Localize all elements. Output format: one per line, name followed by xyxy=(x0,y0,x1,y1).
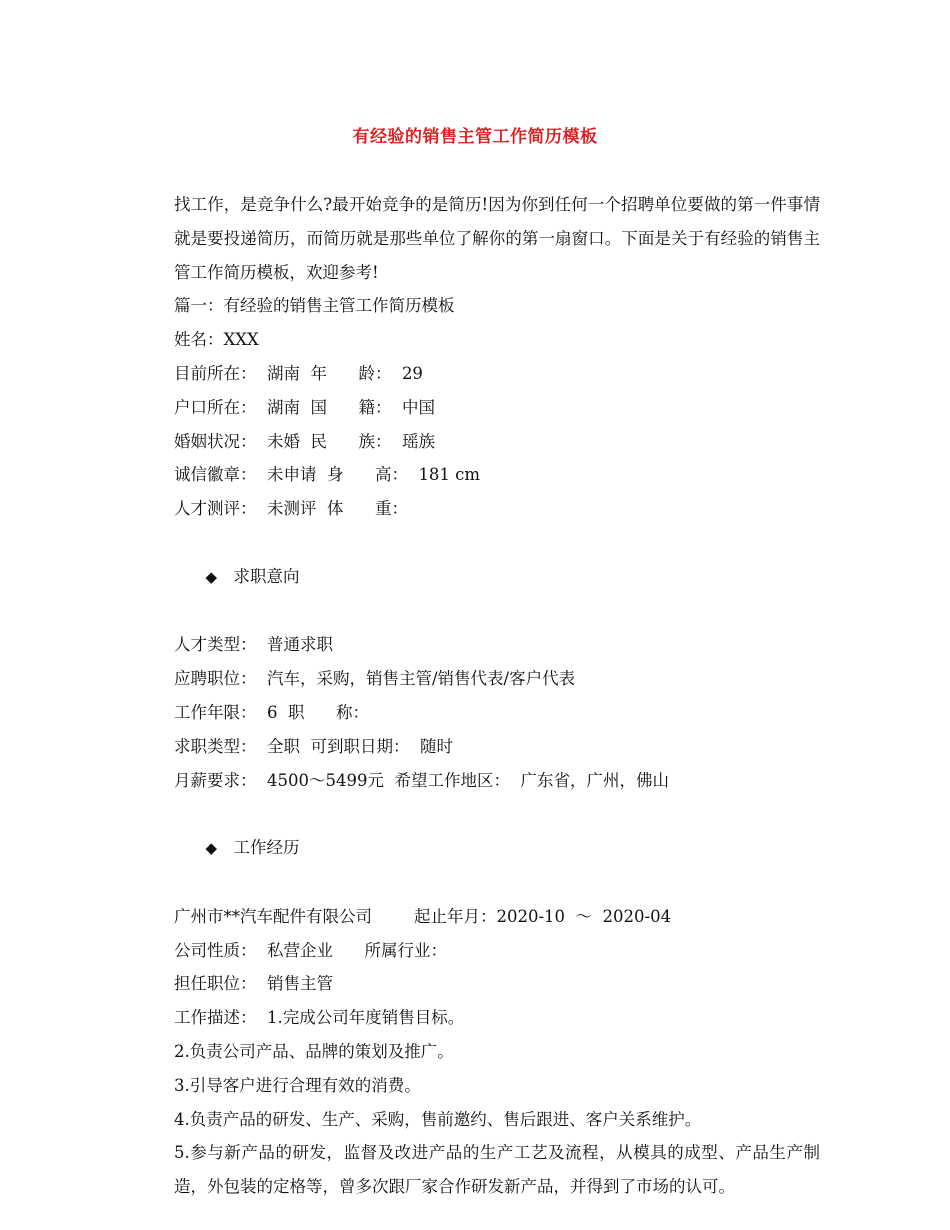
intro-paragraph: 找工作，是竞争什么?最开始竞争的是简历!因为你到任何一个招聘单位要做的第一件事情就是要投递简历，而简历就是那些单位了解你的第一扇窗口。下面是关于有经验的销售主管工作简历模板，欢迎参考! xyxy=(174,195,820,282)
work-position: 担任职位： 销售主管 xyxy=(174,974,333,994)
chapter-heading: 篇一：有经验的销售主管工作简历模板 xyxy=(174,296,455,316)
intent-job-type: 求职类型： 全职 可到职日期： 随时 xyxy=(174,736,453,756)
info-marital-ethnicity: 婚姻状况： 未婚 民 族： 瑶族 xyxy=(174,431,435,451)
work-company: 广州市**汽车配件有限公司 起止年月：2020-10 ～ 2020-04 xyxy=(174,906,672,926)
work-duty-5: 5.参与新产品的研发，监督及改进产品的生产工艺及流程，从模具的成型、产品生产制造，外包装的定格等，曾多次跟厂家合作研发新产品，并得到了市场的认可。 xyxy=(174,1143,820,1197)
section-heading: 求职意向 xyxy=(233,566,300,586)
intent-years: 工作年限： 6 职 称： xyxy=(174,702,369,722)
section-heading: 工作经历 xyxy=(233,838,300,858)
intent-position: 应聘职位： 汽车，采购，销售主管/销售代表/客户代表 xyxy=(174,669,576,689)
section-work-experience xyxy=(140,797,820,899)
info-badge-height: 诚信徽章： 未申请 身 高： 181 cm xyxy=(174,465,481,485)
document-title: 有经验的销售主管工作简历模板 xyxy=(352,127,598,147)
diamond-bullet-icon: ◆ xyxy=(205,839,218,858)
work-duty-2: 2.负责公司产品、品牌的策划及推广。 xyxy=(174,1041,454,1061)
info-assessment-weight: 人才测评： 未测评 体 重： xyxy=(174,499,408,519)
info-location-age: 目前所在： 湖南 年 龄： 29 xyxy=(174,363,423,383)
info-hukou-nationality: 户口所在： 湖南 国 籍： 中国 xyxy=(174,397,435,417)
section-job-intention xyxy=(140,526,820,628)
intent-salary: 月薪要求： 4500～5499元 希望工作地区： 广东省，广州，佛山 xyxy=(174,770,669,790)
work-description: 工作描述： 1.完成公司年度销售目标。 xyxy=(174,1008,465,1028)
diamond-bullet-icon: ◆ xyxy=(205,567,218,586)
document-body xyxy=(140,188,820,1204)
work-company-nature: 公司性质： 私营企业 所属行业： xyxy=(174,940,447,960)
work-duty-4: 4.负责产品的研发、生产、采购，售前邀约、售后跟进、客户关系维护。 xyxy=(174,1109,702,1129)
info-name: 姓名：XXX xyxy=(174,330,259,350)
work-duty-3: 3.引导客户进行合理有效的消费。 xyxy=(174,1075,421,1095)
intent-talent-type: 人才类型： 普通求职 xyxy=(174,635,333,655)
